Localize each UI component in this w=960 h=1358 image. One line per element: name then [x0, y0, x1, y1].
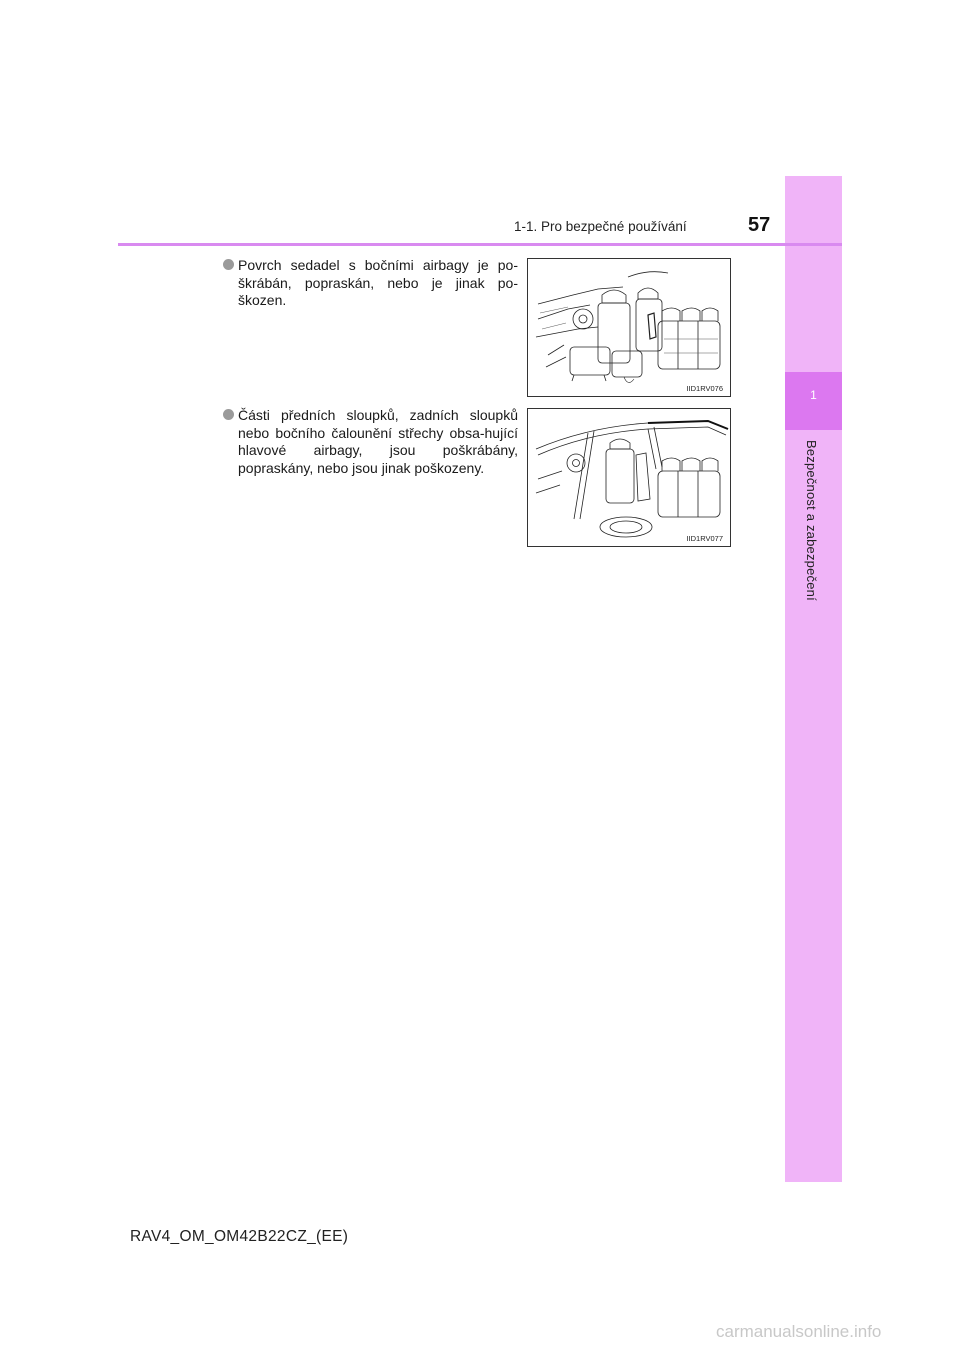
chapter-title: Bezpečnost a zabezpečení	[804, 440, 819, 601]
header-rule	[118, 243, 842, 246]
section-title: 1-1. Pro bezpečné používání	[514, 219, 687, 234]
seat-airbag-illustration	[528, 259, 730, 396]
figure-seat-airbag	[527, 258, 731, 397]
manual-code: RAV4_OM_OM42B22CZ_(EE)	[130, 1228, 349, 1245]
chapter-side-tab	[785, 176, 842, 1182]
bullet-item-seats	[220, 257, 518, 310]
bullet-icon	[223, 259, 234, 270]
watermark: carmanualsonline.info	[716, 1322, 882, 1341]
bullet-text: Části předních sloupků, zadních sloupků nebo bočního čalounění střechy obsa-hující hlavové airbagy, jsou poškrábány, popraskány, nebo jsou jinak poškozeny.	[238, 407, 518, 476]
figure-code: IID1RV076	[686, 384, 723, 393]
figure-pillar-airbag	[527, 408, 731, 547]
pillar-airbag-illustration	[528, 409, 730, 546]
figure-code: IID1RV077	[686, 534, 723, 543]
bullet-icon	[223, 409, 234, 420]
page-number: 57	[748, 214, 771, 236]
chapter-number: 1	[810, 388, 817, 402]
bullet-text: Povrch sedadel s bočními airbagy je po-škrábán, popraskán, nebo je jinak po-škozen.	[238, 257, 518, 308]
bullet-item-pillars	[220, 407, 518, 477]
